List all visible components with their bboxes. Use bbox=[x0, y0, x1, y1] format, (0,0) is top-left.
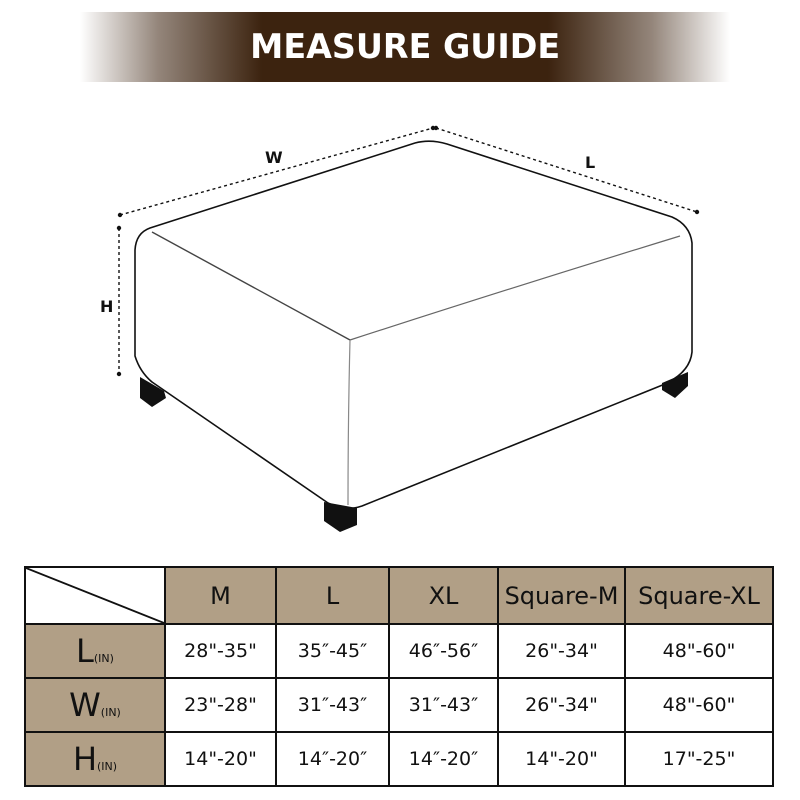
table-cell: 26"-34" bbox=[498, 624, 625, 678]
table-cell: 48"-60" bbox=[625, 678, 773, 732]
row-header-length bbox=[25, 624, 165, 678]
row-dimension: W bbox=[69, 686, 101, 724]
table-cell: 35″-45″ bbox=[276, 624, 389, 678]
column-header-xl: XL bbox=[389, 567, 498, 624]
table-cell: 28"-35" bbox=[165, 624, 276, 678]
row-dimension: L bbox=[76, 632, 94, 670]
table-cell: 14"-20" bbox=[498, 732, 625, 786]
table-cell: 14″-20″ bbox=[389, 732, 498, 786]
row-dimension: H bbox=[72, 740, 97, 778]
row-unit: (IN) bbox=[93, 652, 114, 665]
banner-title: MEASURE GUIDE bbox=[249, 27, 560, 67]
row-unit: (IN) bbox=[97, 760, 118, 773]
table-row bbox=[25, 624, 773, 678]
row-header-height bbox=[25, 732, 165, 786]
size-chart-table bbox=[24, 566, 774, 787]
table-cell: 26"-34" bbox=[498, 678, 625, 732]
table-cell: 23"-28" bbox=[165, 678, 276, 732]
row-unit: (IN) bbox=[100, 706, 121, 719]
ottoman-body bbox=[135, 141, 692, 508]
table-cell: 17"-25" bbox=[625, 732, 773, 786]
ottoman-diagram bbox=[0, 90, 800, 540]
width-label: W bbox=[265, 148, 283, 167]
column-header-square-xl: Square-XL bbox=[625, 567, 773, 624]
table-cell: 31″-43″ bbox=[389, 678, 498, 732]
row-header-width bbox=[25, 678, 165, 732]
table-cell: 31″-43″ bbox=[276, 678, 389, 732]
table-row bbox=[25, 678, 773, 732]
length-label: L bbox=[585, 153, 596, 172]
table-corner-cell bbox=[25, 567, 165, 624]
measure-guide-banner bbox=[80, 12, 730, 82]
column-header-l: L bbox=[276, 567, 389, 624]
table-cell: 14″-20″ bbox=[276, 732, 389, 786]
height-label: H bbox=[100, 297, 114, 316]
table-cell: 14"-20" bbox=[165, 732, 276, 786]
table-row bbox=[25, 732, 773, 786]
table-cell: 48"-60" bbox=[625, 624, 773, 678]
column-header-square-m: Square-M bbox=[498, 567, 625, 624]
table-header-row bbox=[25, 567, 773, 624]
column-header-m: M bbox=[165, 567, 276, 624]
table-cell: 46″-56″ bbox=[389, 624, 498, 678]
